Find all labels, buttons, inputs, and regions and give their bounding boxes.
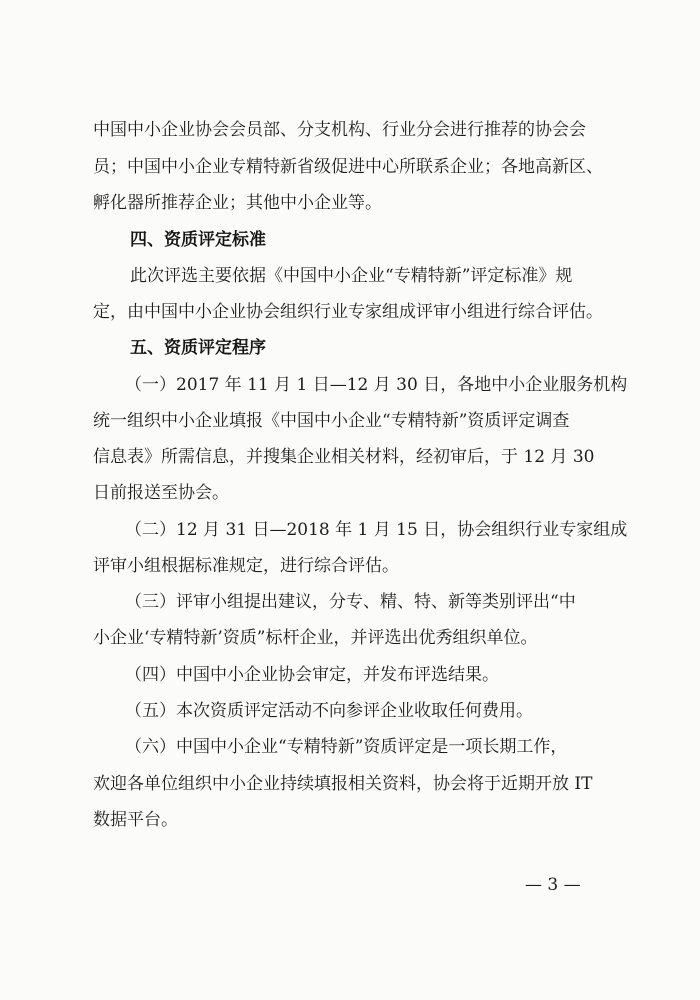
paragraph-line-8: （一）2017 年 11 月 1 日—12 月 30 日，各地中小企业服务机构 — [125, 375, 628, 395]
paragraph-line-19: 欢迎各单位组织中小企业持续填报相关资料，协会将于近期开放 IT — [93, 774, 593, 794]
paragraph-line-18: （六）中国中小企业“专精特新”资质评定是一项长期工作， — [125, 737, 568, 757]
page-number: — 3 — — [525, 875, 581, 895]
paragraph-line-1: 中国中小企业协会会员部、分支机构、行业分会进行推荐的协会会 — [93, 120, 586, 140]
paragraph-line-2: 员；中国中小企业专精特新省级促进中心所联系企业；各地高新区、 — [93, 157, 603, 177]
section-heading-5: 五、资质评定程序 — [130, 338, 266, 358]
paragraph-line-13: 评审小组根据标准规定，进行综合评估。 — [93, 556, 399, 576]
paragraph-line-15: 小企业‘专精特新’资质”标杆企业，并评选出优秀组织单位。 — [93, 628, 538, 648]
paragraph-line-9: 统一组织中小企业填报《中国中小企业“专精特新”资质评定调查 — [93, 411, 570, 431]
paragraph-line-17: （五）本次资质评定活动不向参评企业收取任何费用。 — [125, 701, 533, 721]
paragraph-line-6: 定，由中国中小企业协会组织行业专家组成评审小组进行综合评估。 — [93, 302, 603, 322]
paragraph-line-12: （二）12 月 31 日—2018 年 1 月 15 日，协会组织行业专家组成 — [125, 520, 628, 540]
paragraph-line-10: 信息表》所需信息，并搜集企业相关材料，经初审后，于 12 月 30 — [93, 447, 595, 467]
section-heading-4: 四、资质评定标准 — [130, 230, 266, 250]
paragraph-line-3: 孵化器所推荐企业；其他中小企业等。 — [93, 193, 382, 213]
paragraph-line-14: （三）评审小组提出建议，分专、精、特、新等类别评出“中 — [125, 592, 576, 612]
paragraph-line-5: 此次评选主要依据《中国中小企业“专精特新”评定标准》规 — [130, 266, 573, 286]
paragraph-line-16: （四）中国中小企业协会审定，并发布评选结果。 — [125, 665, 499, 685]
paragraph-line-11: 日前报送至协会。 — [93, 483, 229, 503]
paragraph-line-20: 数据平台。 — [93, 810, 178, 830]
